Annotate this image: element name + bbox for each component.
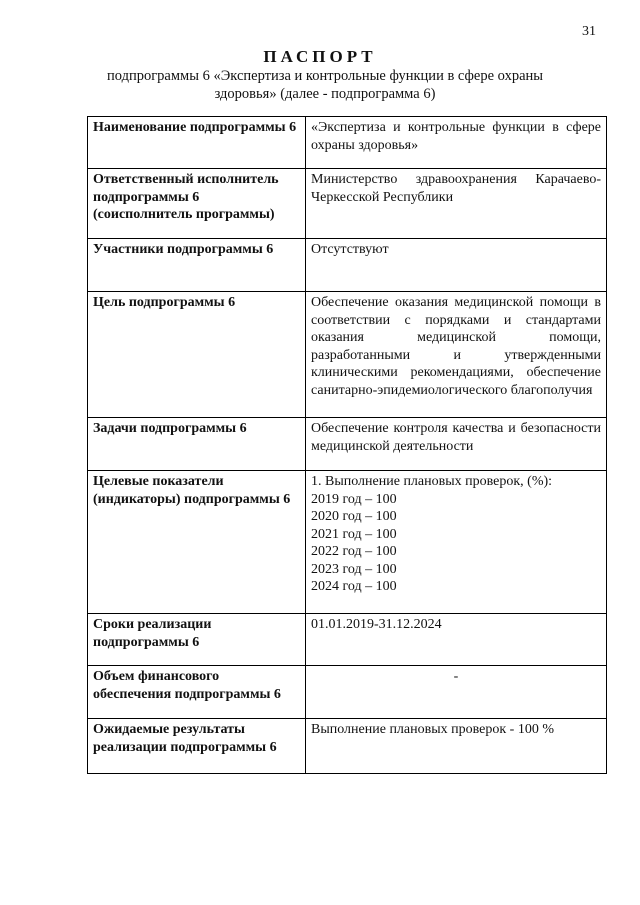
page-number: 31 <box>582 24 596 39</box>
indicator-line: 2022 год – 100 <box>311 544 397 559</box>
table-row <box>88 666 607 719</box>
row-value: - <box>306 666 607 719</box>
row-label: Участники подпрограммы 6 <box>88 239 306 292</box>
indicator-line: 2024 год – 100 <box>311 579 397 594</box>
table-row <box>88 418 607 471</box>
row-value: Обеспечение контроля качества и безопасности медицинской деятельности <box>306 418 607 471</box>
row-label: Сроки реализации подпрограммы 6 <box>88 614 306 666</box>
row-value: «Экспертиза и контрольные функции в сфере охраны здоровья» <box>306 117 607 169</box>
row-label: Ожидаемые результаты реализации подпрограммы 6 <box>88 719 306 774</box>
document-subtitle: подпрограммы 6 «Экспертиза и контрольные функции в сфере охраны здоровья» (далее - подпрограмма 6) <box>106 68 544 102</box>
row-label: Цель подпрограммы 6 <box>88 292 306 418</box>
indicator-line: 1. Выполнение плановых проверок, (%): <box>311 474 553 489</box>
row-value: 01.01.2019-31.12.2024 <box>306 614 607 666</box>
passport-table <box>87 116 607 774</box>
indicator-line: 2020 год – 100 <box>311 509 397 524</box>
row-label: Задачи подпрограммы 6 <box>88 418 306 471</box>
document-title: ПАСПОРТ <box>263 47 377 66</box>
row-label: Ответственный исполнитель подпрограммы 6 (соисполнитель программы) <box>88 169 306 239</box>
row-label: Объем финансового обеспечения подпрограммы 6 <box>88 666 306 719</box>
row-value: Обеспечение оказания медицинской помощи в соответствии с порядками и стандартами оказания медицинской помощи, разработанными и утвержденными клиническими рекомендациями, обеспечение санитарно-эпидемиологического благополучия <box>306 292 607 418</box>
table-row <box>88 239 607 292</box>
table-row <box>88 614 607 666</box>
row-value-list <box>306 471 607 614</box>
row-value: Выполнение плановых проверок - 100 % <box>306 719 607 774</box>
row-value: Министерство здравоохранения Карачаево-Черкесской Республики <box>306 169 607 239</box>
table-row <box>88 471 607 614</box>
indicator-line: 2021 год – 100 <box>311 526 397 542</box>
row-label: Целевые показатели (индикаторы) подпрограммы 6 <box>88 471 306 614</box>
indicator-line: 2019 год – 100 <box>311 491 397 507</box>
table-row <box>88 117 607 169</box>
table-row <box>88 719 607 774</box>
row-value: Отсутствуют <box>306 239 607 292</box>
indicator-line: 2023 год – 100 <box>311 561 397 577</box>
row-label: Наименование подпрограммы 6 <box>88 117 306 169</box>
table-row <box>88 292 607 418</box>
table-row <box>88 169 607 239</box>
